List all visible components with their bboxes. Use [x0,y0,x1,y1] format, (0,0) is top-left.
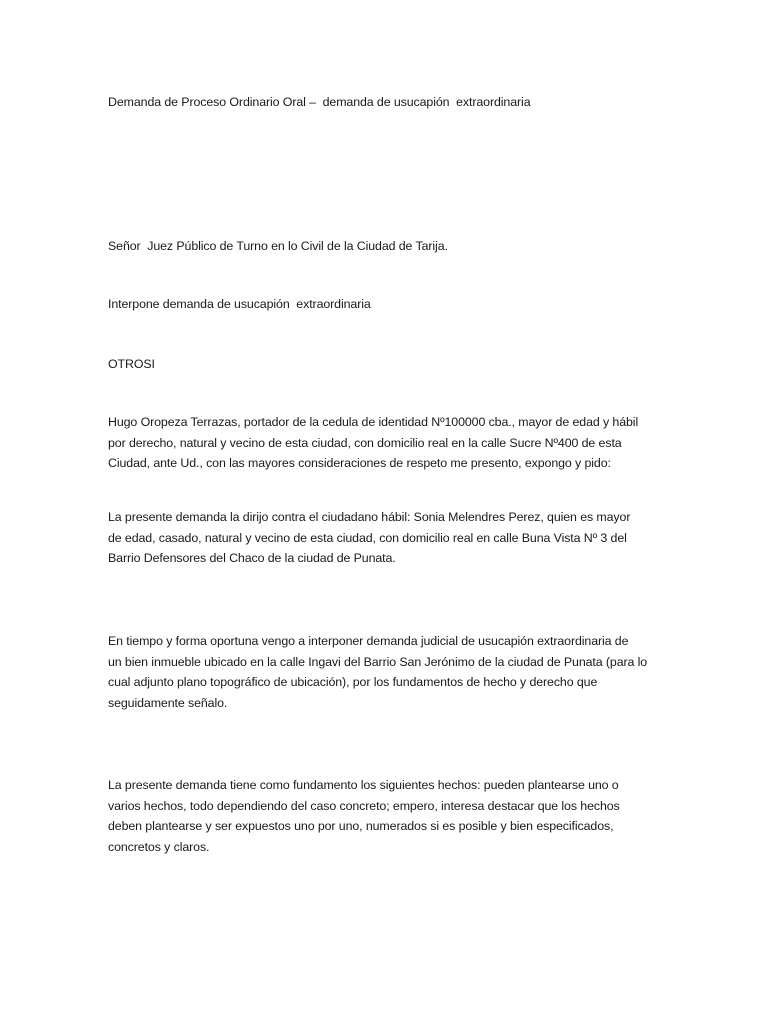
paragraph-claim: En tiempo y forma oportuna vengo a interponer demanda judicial de usucapión extraordinaria de un bien inmueble ubicado en la calle Ingavi del Barrio San Jerónimo de la ciudad de Punata (para lo cual adjunto plano topográfico de ubicación), por los fundamentos de hecho y derecho que seguidamente señalo. [108,634,648,710]
paragraph-facts: La presente demanda tiene como fundamento los siguientes hechos: pueden plantearse uno o varios hechos, todo dependiendo del caso concreto; empero, interesa destacar que los hechos deben plantearse y ser expuestos uno por uno, numerados si es posible y bien especificados, concretos y claros. [108,778,620,854]
paragraph-defendant: La presente demanda la dirijo contra el ciudadano hábil: Sonia Melendres Perez, quien es mayor de edad, casado, natural y vecino de esta ciudad, con domicilio real en calle Buna Vista Nº 3 del Barrio Defensores del Chaco de la ciudad de Punata. [108,510,631,565]
otrosi-heading: OTROSI [108,357,155,371]
paragraph-plaintiff: Hugo Oropeza Terrazas, portador de la cedula de identidad Nº100000 cba., mayor de edad y hábil por derecho, natural y vecino de esta ciudad, con domicilio real en la calle Sucre Nº400 de esta Ciudad, ante Ud., con las mayores consideraciones de respeto me presento, expongo y pido: [108,415,639,470]
document-title: Demanda de Proceso Ordinario Oral – demanda de usucapión extraordinaria [108,95,531,109]
addressee-line: Señor Juez Público de Turno en lo Civil de la Ciudad de Tarija. [108,239,448,253]
filing-subject: Interpone demanda de usucapión extraordinaria [108,297,371,311]
